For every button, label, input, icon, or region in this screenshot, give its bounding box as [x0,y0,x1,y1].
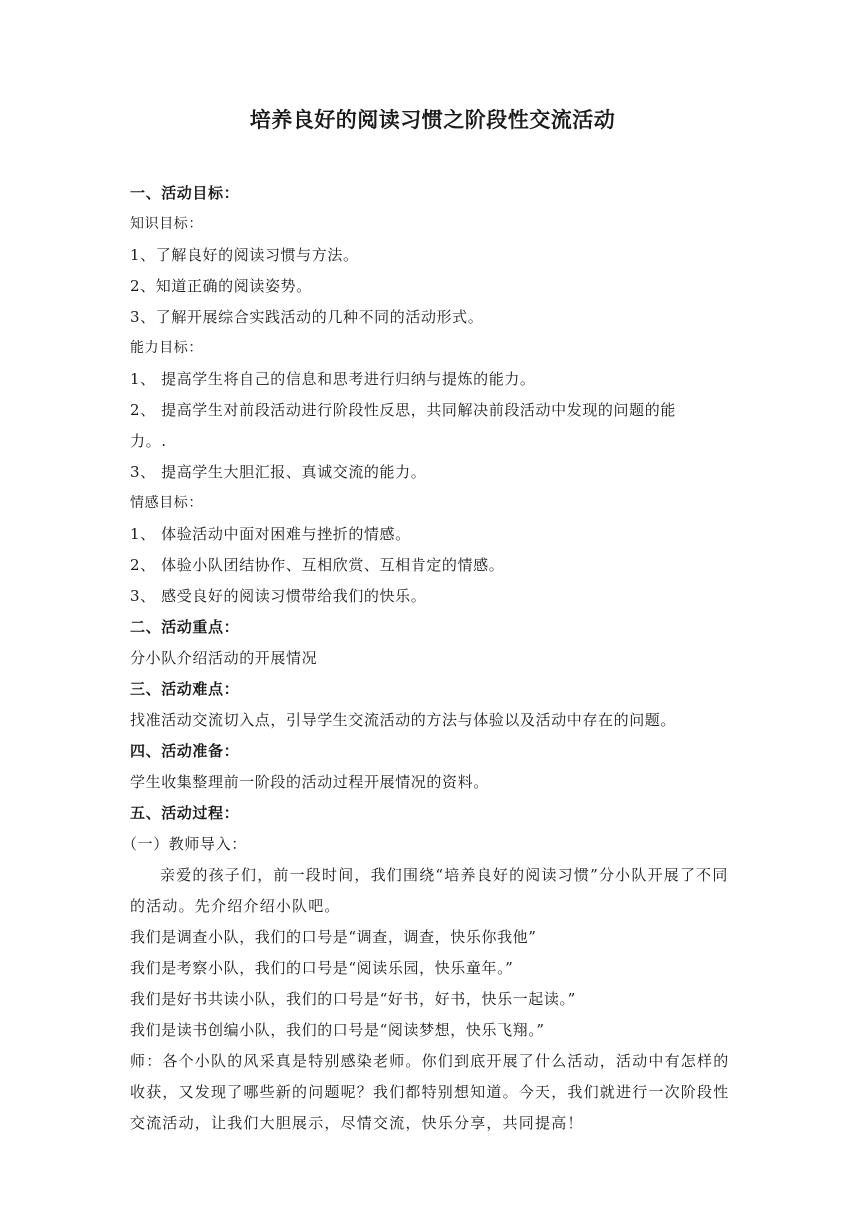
preparation-text: 学生收集整理前一阶段的活动过程开展情况的资料。 [130,773,489,791]
section-heading-difficulty: 三、活动难点： [130,680,240,698]
focus-text: 分小队介绍活动的开展情况 [130,649,318,667]
knowledge-goal-item: 2、知道正确的阅读姿势。 [130,277,312,295]
document-title: 培养良好的阅读习惯之阶段性交流活动 [249,108,616,132]
ability-goal-item: 1、 提高学生将自己的信息和思考进行归纳与提炼的能力。 [130,370,536,388]
section-heading-focus: 二、活动重点： [130,618,240,636]
team-slogan-line: 我们是好书共读小队，我们的口号是“好书，好书，快乐一起读。” [130,990,576,1008]
process-subheading-intro: （一）教师导入： [122,835,247,853]
knowledge-goal-item: 3、了解开展综合实践活动的几种不同的活动形式。 [130,308,484,326]
document-page [122,100,735,1139]
difficulty-text: 找准活动交流切入点，引导学生交流活动的方法与体验以及活动中存在的问题。 [130,711,677,729]
team-slogan-line: 我们是调查小队，我们的口号是“调查，调查，快乐你我他” [130,928,537,946]
section-heading-goals: 一、活动目标： [130,184,240,202]
ability-goal-item-continued: 力。. [130,432,167,450]
ability-goals-label: 能力目标： [130,340,203,356]
emotion-goals-label: 情感目标： [130,495,203,511]
emotion-goal-item: 1、 体验活动中面对困难与挫折的情感。 [130,525,411,543]
emotion-goal-item: 2、 体验小队团结协作、互相欣赏、互相肯定的情感。 [130,556,505,574]
knowledge-goal-item: 1、了解良好的阅读习惯与方法。 [130,246,359,264]
emotion-goal-item: 3、 感受良好的阅读习惯带给我们的快乐。 [130,587,427,605]
section-heading-preparation: 四、活动准备： [130,742,240,760]
ability-goal-item: 3、 提高学生大胆汇报、真诚交流的能力。 [130,463,427,481]
ability-goal-item: 2、 提高学生对前段活动进行阶段性反思，共同解决前段活动中发现的问题的能 [130,401,676,419]
section-heading-process: 五、活动过程： [130,804,240,822]
team-slogan-line: 我们是考察小队，我们的口号是“阅读乐园，快乐童年。” [130,959,514,977]
teacher-intro-paragraph: 亲爱的孩子们，前一段时间，我们围绕“培养良好的阅读习惯”分小队开展了不同的活动。先介绍介绍小队吧。 [130,866,729,915]
team-slogan-line: 我们是读书创编小队，我们的口号是“阅读梦想，快乐飞翔。” [130,1021,545,1039]
teacher-closing-paragraph: 师：各个小队的风采真是特别感染老师。你们到底开展了什么活动，活动中有怎样的收获，又发现了哪些新的问题呢？我们都特别想知道。今天，我们就进行一次阶段性交流活动，让我们大胆展示，尽情交流，快乐分享，共同提高！ [130,1052,730,1132]
knowledge-goals-label: 知识目标： [130,216,203,232]
